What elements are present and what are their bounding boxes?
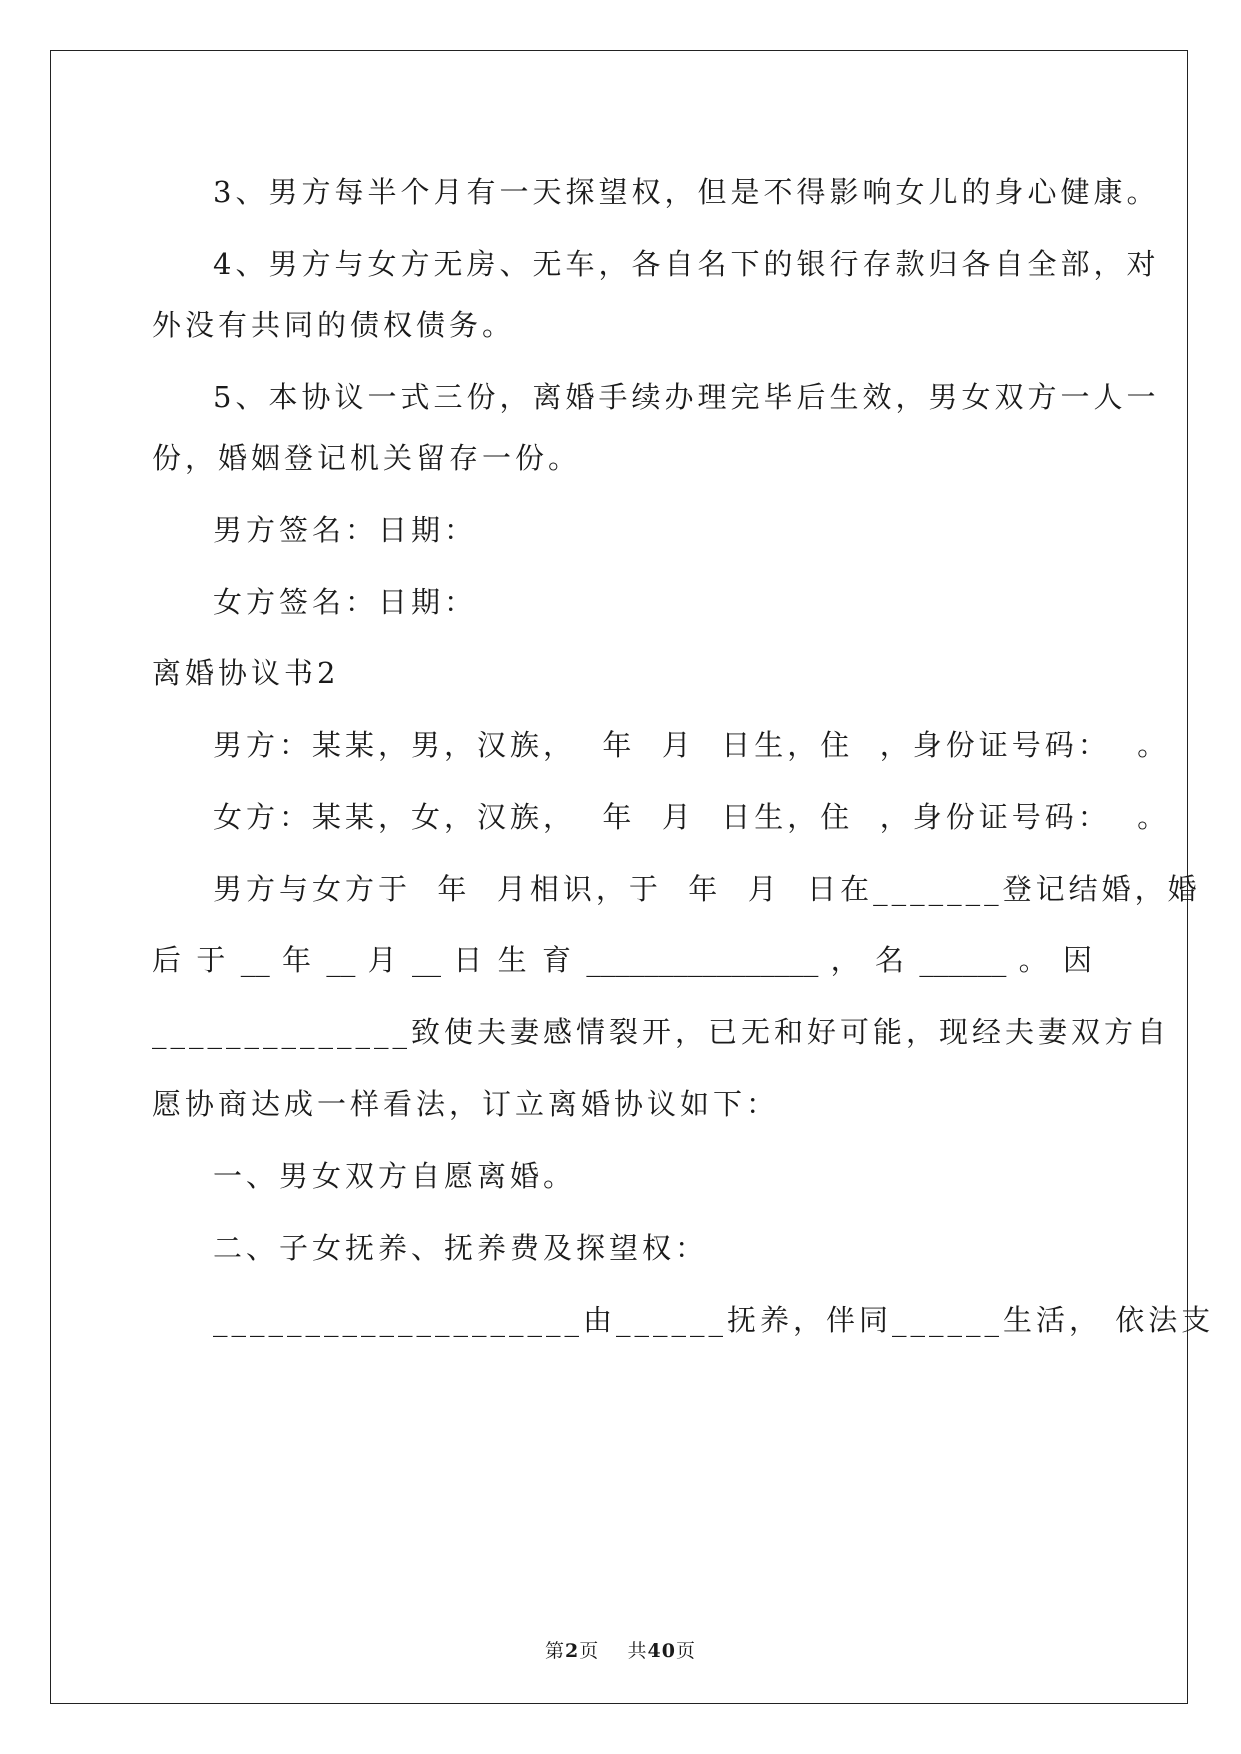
footer-total-unit: 页: [675, 1640, 696, 1662]
text-line: 外没有共同的债权债务。: [152, 308, 516, 342]
footer-total-prefix: 共: [627, 1640, 648, 1662]
text-line: 二、子女抚养、抚养费及探望权：: [213, 1231, 709, 1265]
section-title: 离婚协议书2: [152, 656, 340, 690]
footer-page-number: 2: [565, 1640, 580, 1662]
signature-line-male: 男方签名：日期：: [213, 513, 478, 547]
footer-prefix: 第: [545, 1640, 566, 1662]
page-footer: [0, 1636, 1241, 1663]
text-line: ______________致使夫妻感情裂开，已无和好可能，现经夫妻双方自: [152, 1015, 1171, 1049]
text-line: ____________________由______抚养，伴同______生活， 依法支: [213, 1303, 1215, 1337]
text-line: 4、男方与女方无房、无车，各自名下的银行存款归各自全部，对: [213, 247, 1160, 281]
text-line: 份，婚姻登记机关留存一份。: [152, 441, 582, 475]
footer-page-unit: 页: [579, 1640, 600, 1662]
text-line: 一、男女双方自愿离婚。: [213, 1159, 577, 1193]
text-line: 3、男方每半个月有一天探望权，但是不得影响女儿的身心健康。: [213, 175, 1160, 209]
signature-line-female: 女方签名：日期：: [213, 585, 478, 619]
text-line: 5、本协议一式三份，离婚手续办理完毕后生效，男女双方一人一: [213, 380, 1160, 414]
text-line: 男方与女方于 年 月相识，于 年 月 日在_______登记结婚，婚: [213, 872, 1201, 906]
footer-total-pages: 40: [647, 1640, 676, 1662]
text-line: 男方：某某，男，汉族， 年 月 日生，住 ，身份证号码： 。: [213, 728, 1171, 762]
text-line: 后 于 __ 年 __ 月 __ 日 生 育 ________________ ， 名 ______ 。 因: [152, 943, 1092, 977]
text-line: 女方：某某，女，汉族， 年 月 日生，住 ，身份证号码： 。: [213, 800, 1171, 834]
text-line: 愿协商达成一样看法，订立离婚协议如下：: [152, 1087, 780, 1121]
